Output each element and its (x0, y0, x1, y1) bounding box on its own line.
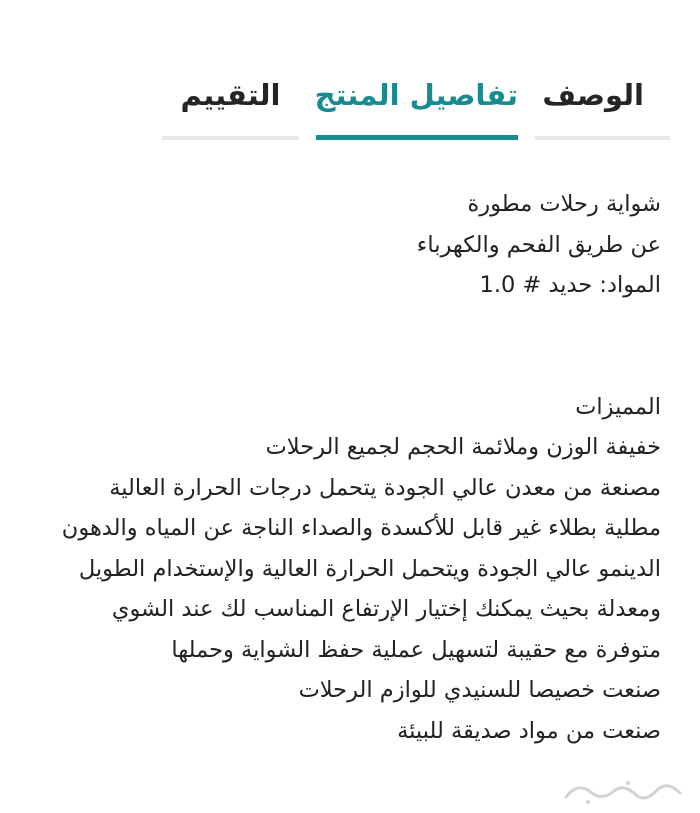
feature-item: صنعت خصيصا للسنيدي للوازم الرحلات (298, 677, 661, 703)
feature-item: ومعدلة بحيث يمكنك إختيار الإرتفاع المناسب لك عند الشوي (111, 596, 661, 622)
tab-rating[interactable] (162, 70, 299, 140)
section-spacer (21, 306, 661, 387)
details-line-power: عن طريق الفحم والكهرباء (416, 231, 661, 258)
details-line-title: شواية رحلات مطورة (467, 191, 661, 217)
tab-description[interactable] (535, 70, 670, 140)
tab-description-label: الوصف (542, 78, 644, 112)
haraj-logo-icon (558, 777, 688, 807)
feature-item: صنعت من مواد صديقة للبيئة (397, 717, 661, 744)
feature-item: الدينمو عالي الجودة ويتحمل الحرارة العالية والإستخدام الطويل (78, 555, 661, 582)
feature-item: متوفرة مع حقيبة لتسهيل عملية حفظ الشواية وحملها (171, 636, 661, 663)
tab-product-details[interactable] (316, 70, 518, 140)
feature-item: خفيفة الوزن وملائمة الحجم لجميع الرحلات (265, 434, 661, 460)
product-tabs (0, 0, 700, 140)
tab-product-details-underline-active (316, 135, 518, 140)
details-line-materials: المواد: حديد # 1.0 (479, 272, 661, 298)
feature-item: مصنعة من معدن عالي الجودة يتحمل درجات الحرارة العالية (109, 474, 661, 501)
features-title: المميزات (575, 393, 661, 420)
tab-rating-label: التقييم (180, 78, 281, 112)
tab-product-details-label: تفاصيل المنتج (314, 78, 518, 112)
product-details-content (21, 184, 661, 751)
feature-item: مطلية بطلاء غير قابل للأكسدة والصداء الناجة عن المياه والدهون (61, 515, 661, 541)
tab-description-underline (535, 136, 670, 140)
tab-rating-underline (162, 136, 299, 140)
